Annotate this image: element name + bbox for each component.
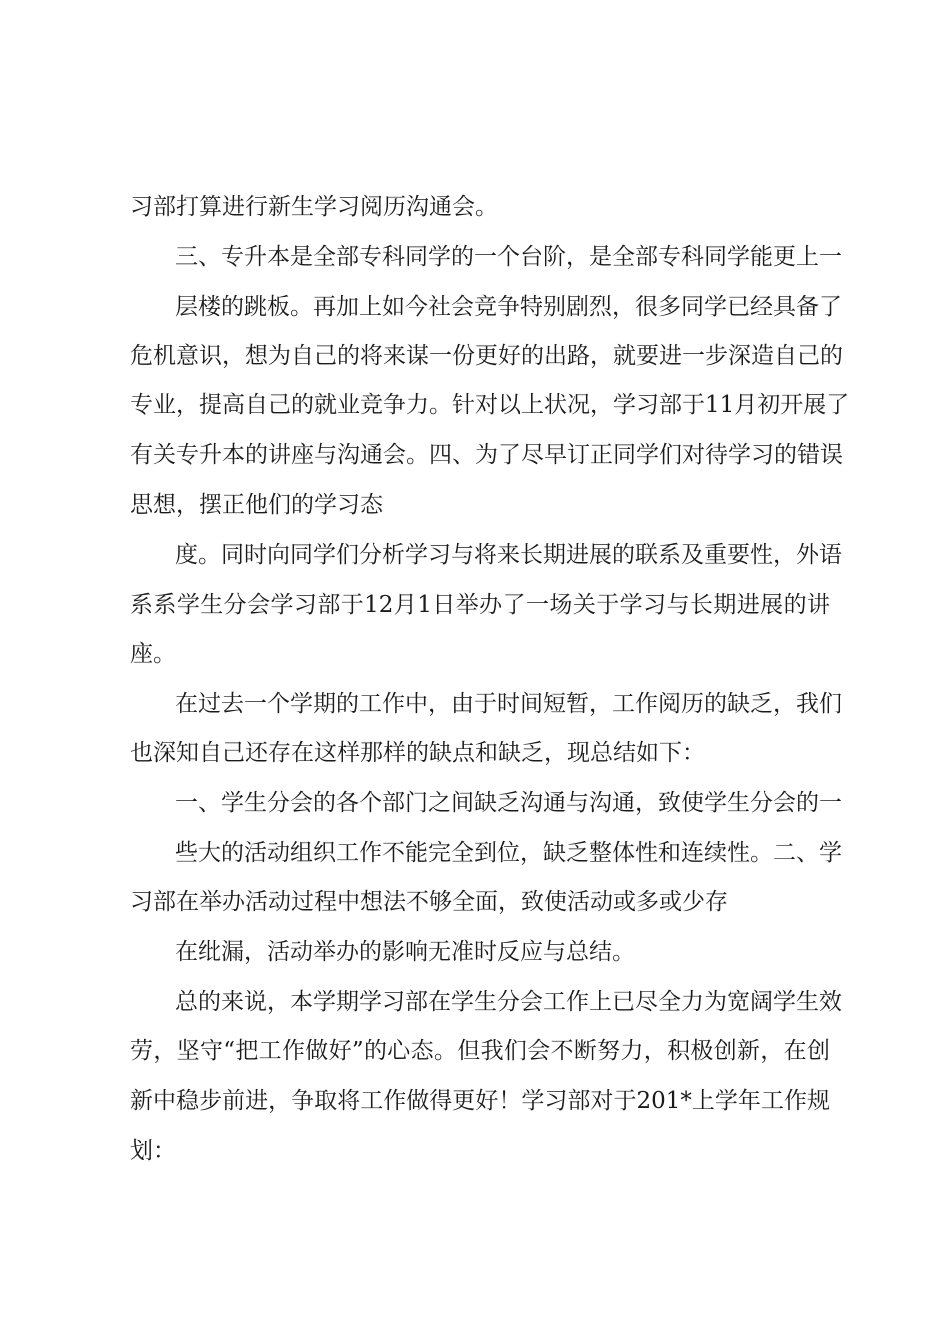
text-line: 总的来说，本学期学习部在学生分会工作上已尽全力为宽阔学生效: [175, 989, 842, 1015]
text-line: 思想，摆正他们的学习态: [130, 492, 383, 518]
text-line: 系系学生分会学习部于12月1日举办了一场关于学习与长期进展的讲: [130, 592, 830, 618]
text-line: 度。同时向同学们分析学习与将来长期进展的联系及重要性，外语: [175, 542, 842, 568]
text-line: 劳，坚守“把工作做好”的心态。但我们会不断努力，积极创新，在创: [130, 1038, 830, 1064]
text-line: 专业，提高自己的就业竞争力。针对以上状况，学习部于11月初开展了: [130, 392, 850, 418]
text-line: 习部打算进行新生学习阅历沟通会。: [130, 194, 498, 220]
text-line: 也深知自己还存在这样那样的缺点和缺乏，现总结如下：: [130, 740, 705, 766]
text-line: 层楼的跳板。再加上如今社会竞争特别剧烈，很多同学已经具备了: [175, 294, 842, 320]
text-line: 些大的活动组织工作不能完全到位，缺乏整体性和连续性。二、学: [175, 840, 842, 866]
text-line: 划：: [130, 1138, 176, 1164]
text-line: 习部在举办活动过程中想法不够全面，致使活动或多或少存: [130, 889, 728, 915]
text-line: 危机意识，想为自己的将来谋一份更好的出路，就要进一步深造自己的: [130, 343, 843, 369]
text-line: 新中稳步前进，争取将工作做得更好！学习部对于201*上学年工作规: [130, 1088, 830, 1114]
text-line: 在过去一个学期的工作中，由于时间短暂，工作阅历的缺乏，我们: [175, 691, 842, 717]
text-line: 座。: [130, 641, 176, 667]
text-line: 一、学生分会的各个部门之间缺乏沟通与沟通，致使学生分会的一: [175, 790, 842, 816]
text-line: 在纰漏，活动举办的影响无准时反应与总结。: [175, 939, 635, 965]
text-line: 三、专升本是全部专科同学的一个台阶，是全部专科同学能更上一: [175, 244, 842, 270]
text-line: 有关专升本的讲座与沟通会。四、为了尽早订正同学们对待学习的错误: [130, 442, 843, 468]
